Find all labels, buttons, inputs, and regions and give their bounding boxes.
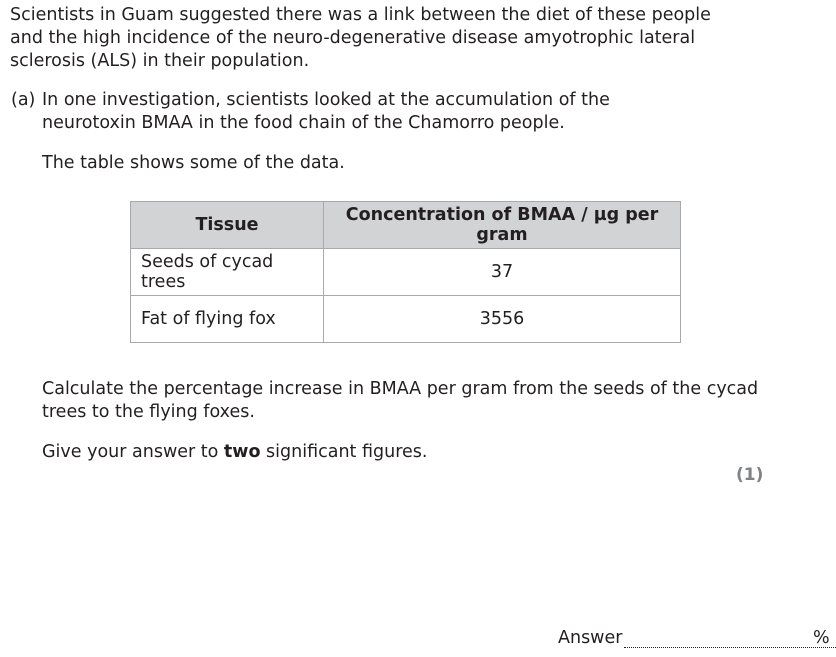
table-header-row — [131, 202, 681, 249]
column-header-concentration: Concentration of BMAA / µg per gram — [324, 202, 681, 249]
answer-row — [558, 628, 836, 653]
instruction-emphasis: two — [223, 442, 261, 462]
table-row — [131, 249, 681, 296]
tissue-cell: Fat of flying fox — [131, 296, 324, 343]
question-part-text: In one investigation, scientists looked at the accumulation of the neurotoxin BMAA in the food chain of the Chamorro people. — [42, 90, 610, 133]
concentration-cell: 37 — [324, 249, 681, 296]
answer-field[interactable] — [624, 647, 836, 648]
column-header-tissue: Tissue — [131, 202, 324, 249]
bmaa-data-table — [130, 201, 681, 343]
table-intro-text: The table shows some of the data. — [42, 153, 345, 173]
calculation-prompt: Calculate the percentage increase in BMAA per gram from the seeds of the cycad trees to the flying foxes. — [42, 379, 759, 422]
intro-paragraph: Scientists in Guam suggested there was a link between the diet of these people and the high incidence of the neuro-degenerative disease amyotrophic lateral sclerosis (ALS) in their population. — [10, 5, 711, 71]
instruction-text-before: Give your answer to — [42, 442, 224, 462]
concentration-cell: 3556 — [324, 296, 681, 343]
table-row — [131, 296, 681, 343]
tissue-cell: Seeds of cycad trees — [131, 249, 324, 296]
answer-unit: % — [813, 628, 830, 648]
question-part-label: (a) — [11, 90, 36, 110]
instruction-text-after: significant figures. — [260, 442, 428, 462]
answer-label: Answer — [558, 628, 623, 648]
marks-indicator: (1) — [736, 465, 764, 485]
answer-instruction — [42, 441, 427, 464]
